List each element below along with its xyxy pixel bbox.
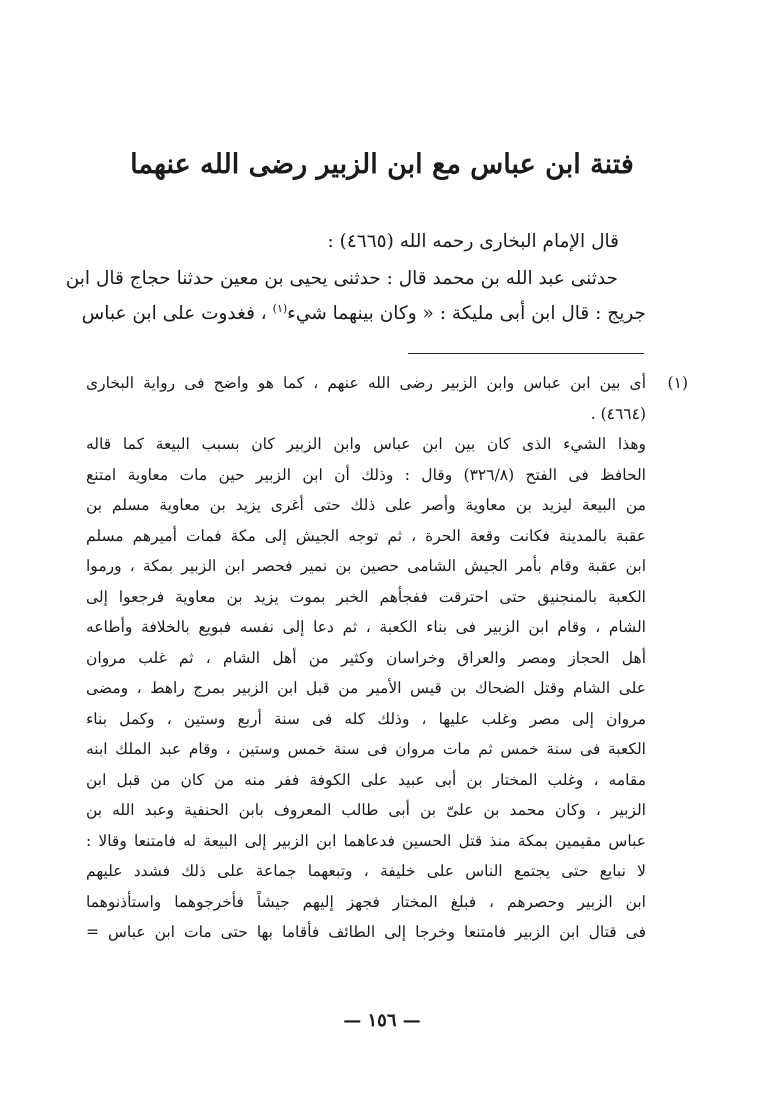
footnote-line: الكعبة بالمنجنيق حتى احترقت ففجأهم الخبر بموت يزيد بن معاوية فرجعوا إلى	[86, 587, 646, 606]
footnote-line: ابن عقبة وقام بأمر الجيش الشامى حصين بن نمير فحصر ابن الزبير بمكة ، ورموا	[86, 557, 646, 575]
footnote-line: على الشام وقتل الضحاك بن قيس الأمير من قبل ابن الزبير بمرج راهط ، ومضى	[86, 679, 646, 697]
footnote-line: مروان إلى مصر وغلب عليها ، وذلك كله فى سنة أربع وستين ، وكمل بناء	[86, 709, 646, 728]
footnote-line: لا نبايع حتى يجتمع الناس على خليفة ، وتبعهما جماعة على ذلك فشدد عليهم	[86, 862, 646, 880]
footnote-line: الشام ، وقام ابن الزبير فى بناء الكعبة ، ثم دعا إلى نفسه فبويع بالخلافة وأطاعه	[86, 618, 646, 636]
hadith-paragraph	[65, 261, 646, 331]
hadith-intro: قال الإمام البخارى رحمه الله (٤٦٦٥) :	[327, 231, 619, 252]
footnote-line: وهذا الشيء الذى كان بين ابن عباس وابن الزبير كان بسبب البيعة كما قاله	[86, 435, 646, 453]
footnote-line: عباس مقيمين بمكة منذ قتل الحسين فدعاهما ابن الزبير إلى البيعة له فامتنعا وقالا :	[86, 831, 646, 850]
footnote-line: الزبير ، وكان محمد بن علىّ بن أبى طالب المعروف بابن الحنفية وعبد الله بن	[86, 801, 646, 819]
footnote-line: من البيعة ليزيد بن معاوية وأصر على ذلك حتى أغرى يزيد بن معاوية مسلم بن	[86, 496, 646, 514]
footnote-line: فى قتال ابن الزبير فامتنعا وخرجا إلى الطائف فأقاما بها حتى مات ابن عباس =	[86, 923, 646, 941]
paragraph-line-2-start: جريج : قال ابن أبى مليكة : « وكان بينهما شيء	[287, 303, 646, 324]
footnote-block	[86, 368, 688, 948]
paragraph-line-1: حدثنى عبد الله بن محمد قال : حدثنى يحيى بن معين حدثنا حجاج قال ابن	[65, 268, 618, 289]
footnote-line: مقامه ، وغلب المختار بن أبى عبيد على الكوفة ففر منه من كان من قبل ابن	[86, 770, 646, 789]
footnote-line: أى بين ابن عباس وابن الزبير رضى الله عنهم ، كما هو واضح فى رواية البخارى	[86, 374, 646, 392]
page-number: — ١٥٦ —	[343, 1010, 421, 1031]
footnote-line: الكعبة فى سنة خمس ثم مات مروان فى سنة خمس وستين ، وقام عبد الملك ابنه	[86, 740, 646, 758]
footnote-divider	[408, 353, 644, 354]
footnote-line: أهل الحجاز ومصر والعراق وخراسان وكثير من أهل الشام ، ثم غلب مروان	[86, 648, 646, 667]
footnote-number: (١)	[667, 374, 688, 392]
chapter-title: فتنة ابن عباس مع ابن الزبير رضى الله عنهما	[130, 149, 634, 180]
footnote-line: عقبة بالمدينة فكانت وقعة الحرة ، ثم توجه الجيش إلى مكة فمات أميرهم مسلم	[86, 526, 646, 545]
paragraph-line-2-end: ، فغدوت على ابن عباس	[81, 303, 273, 324]
footnote-line: (٤٦٦٤) .	[590, 404, 646, 423]
footnote-line: الحافظ فى الفتح (٣٢٦/٨) وقال : وذلك أن ابن الزبير حين مات معاوية امتنع	[86, 465, 646, 484]
paragraph-line-2	[81, 296, 646, 331]
footnote-line: ابن الزبير وحصرهم ، فبلغ المختار فجهز إليهم جيشاً فأخرجوهما واستأذنوهما	[86, 892, 646, 911]
footnote-reference-mark: (١)	[272, 301, 288, 315]
